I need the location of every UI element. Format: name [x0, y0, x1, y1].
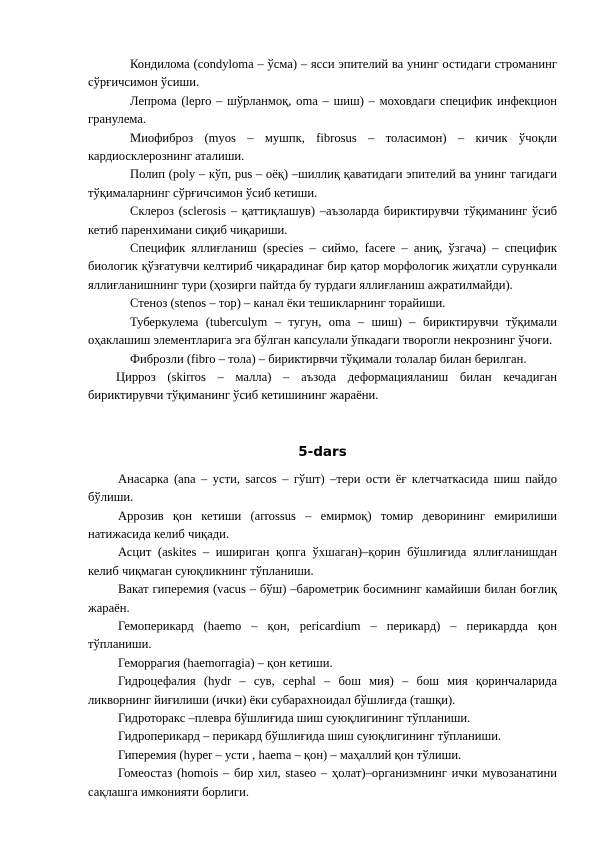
- glossary-entry: Специфик яллиғланиш (species – сиймо, facere – аниқ, ўзгача) – специфик биологик қўзғатувчи келтириб чиқарадинағ бир қатор морфологик жиҳатли сурункали яллиғланишнинг тури (ҳозирги пайтда бу турдаги яллиғланиш ажратилмайди).: [88, 241, 557, 292]
- glossary-entry: Стеноз (stenos – тор) – канал ёки тешикларнинг торайиши.: [130, 296, 446, 311]
- glossary-entry: Гидроцефалия (hydr – сув, cephal – бош мия) – бош мия қоринчаларида ликворнинг йиғилиши (ички) ёки субарахноидал бўшлиғда (ташқи).: [88, 674, 557, 707]
- glossary-entry: Туберкулема (tuberculym – тугун, oma – шиш) – бириктирувчи тўқимали оҳаклашиш элементларига эга бўлган капсулали ўпкадаги творогли некрознинг ўчоғи.: [88, 314, 557, 348]
- glossary-entry: Фиброзли (fibro – тола) – бириктирвчи тўқимали толалар билан берилган.: [130, 351, 527, 366]
- glossary-entry: Гемоперикард (haemo – қон, pericardium – перикард) – перикардда қон тўпланиши.: [88, 618, 557, 652]
- glossary-entry: Геморрагия (haemorragia) – қон кетиши.: [118, 655, 333, 670]
- glossary-entry: Цирроз (skirros – малла) – аъзода деформацияланиш билан кечадиган бириктирувчи тўқиманинг ўсиб кетишининг жараёни.: [88, 369, 557, 403]
- glossary-entry: Асцит (askites – ишириган қопга ўхшаган)–қорин бўшлиғида яллиғланишдан келиб чиқмаган суюқликнинг тўпланиши.: [88, 545, 557, 578]
- glossary-entry: Склероз (sclerosis – қаттиқлашув) –аъзоларда бириктирувчи тўқиманинг ўсиб кетиб паренхимани сиқиб чиқариши.: [88, 204, 557, 237]
- document-page: [88, 55, 557, 801]
- glossary-entry: Гидроторакс –плевра бўшлиғида шиш суюқлигининг тўпланиши.: [118, 711, 471, 725]
- glossary-entry: Вакат гиперемия (vacus – бўш) –барометрик босимнинг камайиши билан боғлиқ жараён.: [88, 582, 557, 615]
- glossary-entry: Полип (poly – кўп, pus – оёқ) –шиллиқ қаватидаги эпителий ва унинг тагидаги тўқималарнинг сўрғичсимон ўсиб кетиши.: [88, 167, 557, 200]
- glossary-section-1: [88, 55, 557, 405]
- glossary-entry: Аррозив қон кетиши (arrossus – емирмоқ) томир деворининг емирилиши натижасида келиб чиқади.: [88, 508, 557, 541]
- glossary-section-2: [88, 470, 557, 801]
- glossary-entry: Гидроперикард – перикард бўшлиғида шиш суюқлигининг тўпланиши.: [118, 729, 502, 744]
- glossary-entry: Гиперемия (hyper – усти , haema – қон) – маҳаллий қон тўлиши.: [118, 747, 462, 762]
- glossary-entry: Миофиброз (myos – мушпк, fibrosus – толасимон) – кичик ўчоқли кардиосклерознинг аталиши.: [88, 130, 557, 164]
- section-heading: 5-dars: [298, 443, 347, 460]
- glossary-entry: Кондилома (condyloma – ўсма) – ясси эпителий ва унинг остидаги строманинг сўрғичсимон ўсиши.: [88, 57, 557, 90]
- glossary-entry: Гомеостаз (homois – бир хил, staseo – ҳолат)–организмнинг ички мувозанатини сақлашга имконияти борлиги.: [88, 766, 557, 799]
- glossary-entry: Лепрома (lepro – шўрланмоқ, oma – шиш) – моховдаги специфик инфекцион гранулема.: [88, 93, 557, 127]
- glossary-entry: Анасарка (ana – усти, sarcos – гўшт) –тери ости ёғ клетчаткасида шиш пайдо бўлиши.: [88, 471, 557, 505]
